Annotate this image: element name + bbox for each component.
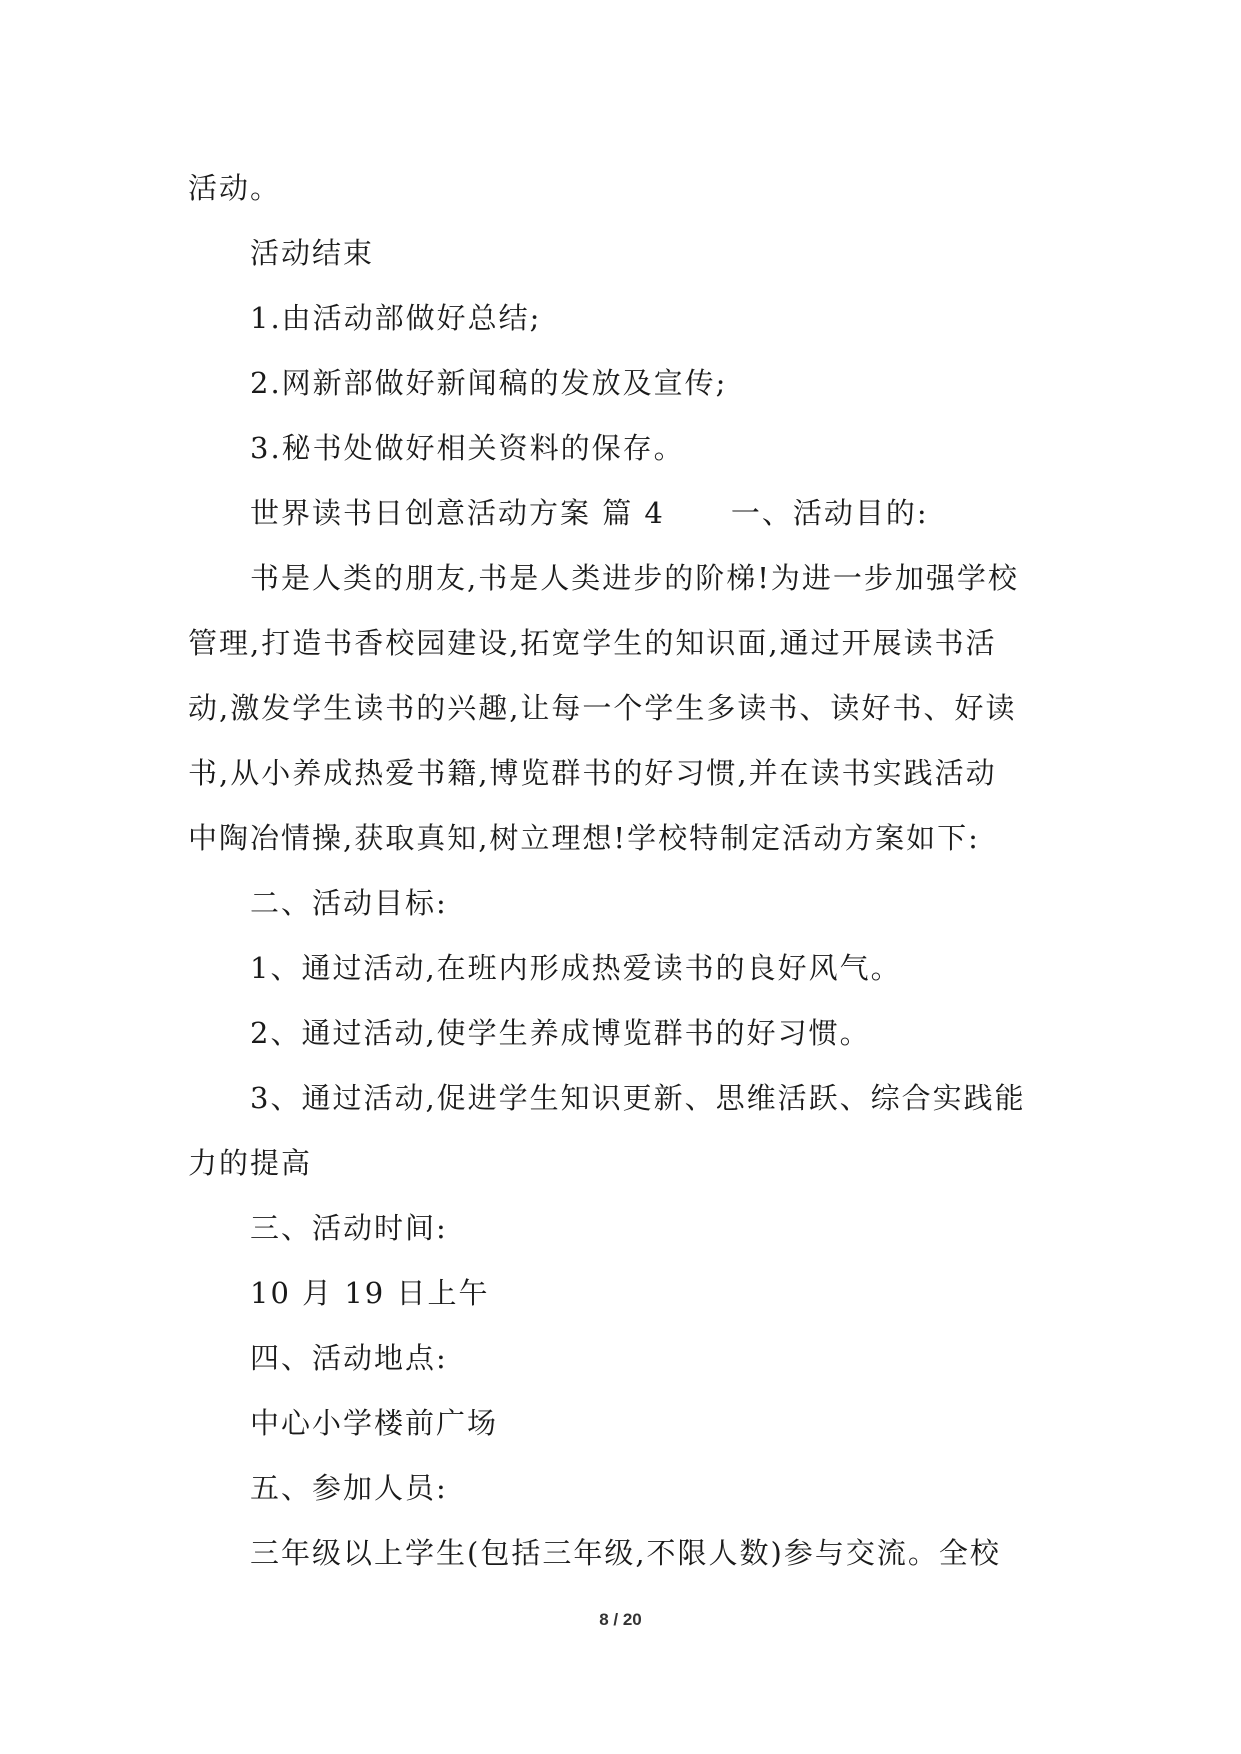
list-item: 3、通过活动,促进学生知识更新、思维活跃、综合实践能 [250, 1081, 1026, 1115]
page-number: 8 / 20 [599, 1610, 642, 1629]
section-heading: 五、参加人员: [250, 1471, 448, 1505]
list-item: 3.秘书处做好相关资料的保存。 [250, 431, 685, 465]
paragraph-line: 10 月 19 日上午 [250, 1276, 490, 1310]
paragraph-line: 三年级以上学生(包括三年级,不限人数)参与交流。全校 [250, 1536, 1001, 1570]
plan-title: 世界读书日创意活动方案 篇 4 [250, 496, 665, 530]
section-heading: 四、活动地点: [250, 1341, 448, 1375]
paragraph-line: 中陶冶情操,获取真知,树立理想!学校特制定活动方案如下: [188, 821, 980, 855]
list-item: 2、通过活动,使学生养成博览群书的好习惯。 [250, 1016, 871, 1050]
plan-subtitle: 一、活动目的: [730, 496, 929, 530]
paragraph-line: 管理,打造书香校园建设,拓宽学生的知识面,通过开展读书活 [188, 626, 997, 660]
section-heading: 二、活动目标: [250, 886, 448, 920]
section-heading: 三、活动时间: [250, 1211, 448, 1245]
section-heading: 活动结束 [250, 236, 375, 270]
plan-heading [188, 481, 1068, 546]
paragraph-line: 力的提高 [188, 1146, 313, 1180]
document-body [188, 156, 1068, 1586]
paragraph-line: 书是人类的朋友,书是人类进步的阶梯!为进一步加强学校 [250, 561, 1019, 595]
paragraph-line: 中心小学楼前广场 [250, 1406, 499, 1440]
paragraph-line: 动,激发学生读书的兴趣,让每一个学生多读书、读好书、好读 [188, 691, 1017, 725]
paragraph-line: 书,从小养成热爱书籍,博览群书的好习惯,并在读书实践活动 [188, 756, 997, 790]
text-line: 活动。 [188, 171, 282, 205]
list-item: 1.由活动部做好总结; [250, 301, 542, 335]
list-item: 2.网新部做好新闻稿的发放及宣传; [250, 366, 728, 400]
list-item: 1、通过活动,在班内形成热爱读书的良好风气。 [250, 951, 902, 985]
